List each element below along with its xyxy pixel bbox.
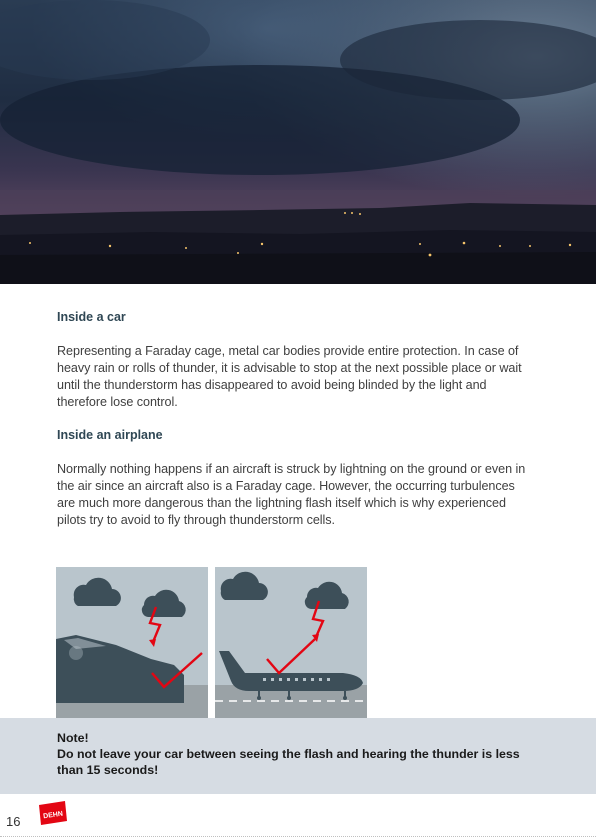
note-title: Note! bbox=[57, 731, 89, 745]
section-title-inside-airplane: Inside an airplane bbox=[57, 428, 163, 442]
hero-storm-photo bbox=[0, 0, 596, 284]
page-number: 16 bbox=[6, 814, 21, 829]
svg-text:DEHN: DEHN bbox=[42, 810, 64, 821]
section-body-inside-airplane: Normally nothing happens if an aircraft is struck by lightning on the ground or even in the air since an aircraft also is a Faraday cage. However, the occurring turbulences are much more dangerous than the lightning flash itself which is why experienced pilots try to avoid to fly through thunderstorm cells. bbox=[57, 462, 526, 527]
airplane-lightning-checkmark-icon bbox=[215, 567, 367, 718]
airplane-lightning-illustration bbox=[215, 567, 367, 718]
note-text: Do not leave your car between seeing the flash and hearing the thunder is less than 15 seconds! bbox=[57, 747, 520, 777]
car-lightning-illustration bbox=[56, 567, 208, 718]
note-content bbox=[57, 730, 537, 778]
section-title-inside-car: Inside a car bbox=[57, 310, 126, 324]
note-box bbox=[0, 718, 596, 794]
footer-divider bbox=[0, 836, 596, 837]
section-body-inside-car: Representing a Faraday cage, metal car bodies provide entire protection. In case of heavy rain or rolls of thunder, it is advisable to stop at the next possible place or wait until the thunderstorm has disappeared to avoid being blinded by the light and therefore lose control. bbox=[57, 344, 522, 409]
dehn-logo bbox=[37, 801, 69, 827]
car-lightning-checkmark-icon bbox=[56, 567, 208, 718]
